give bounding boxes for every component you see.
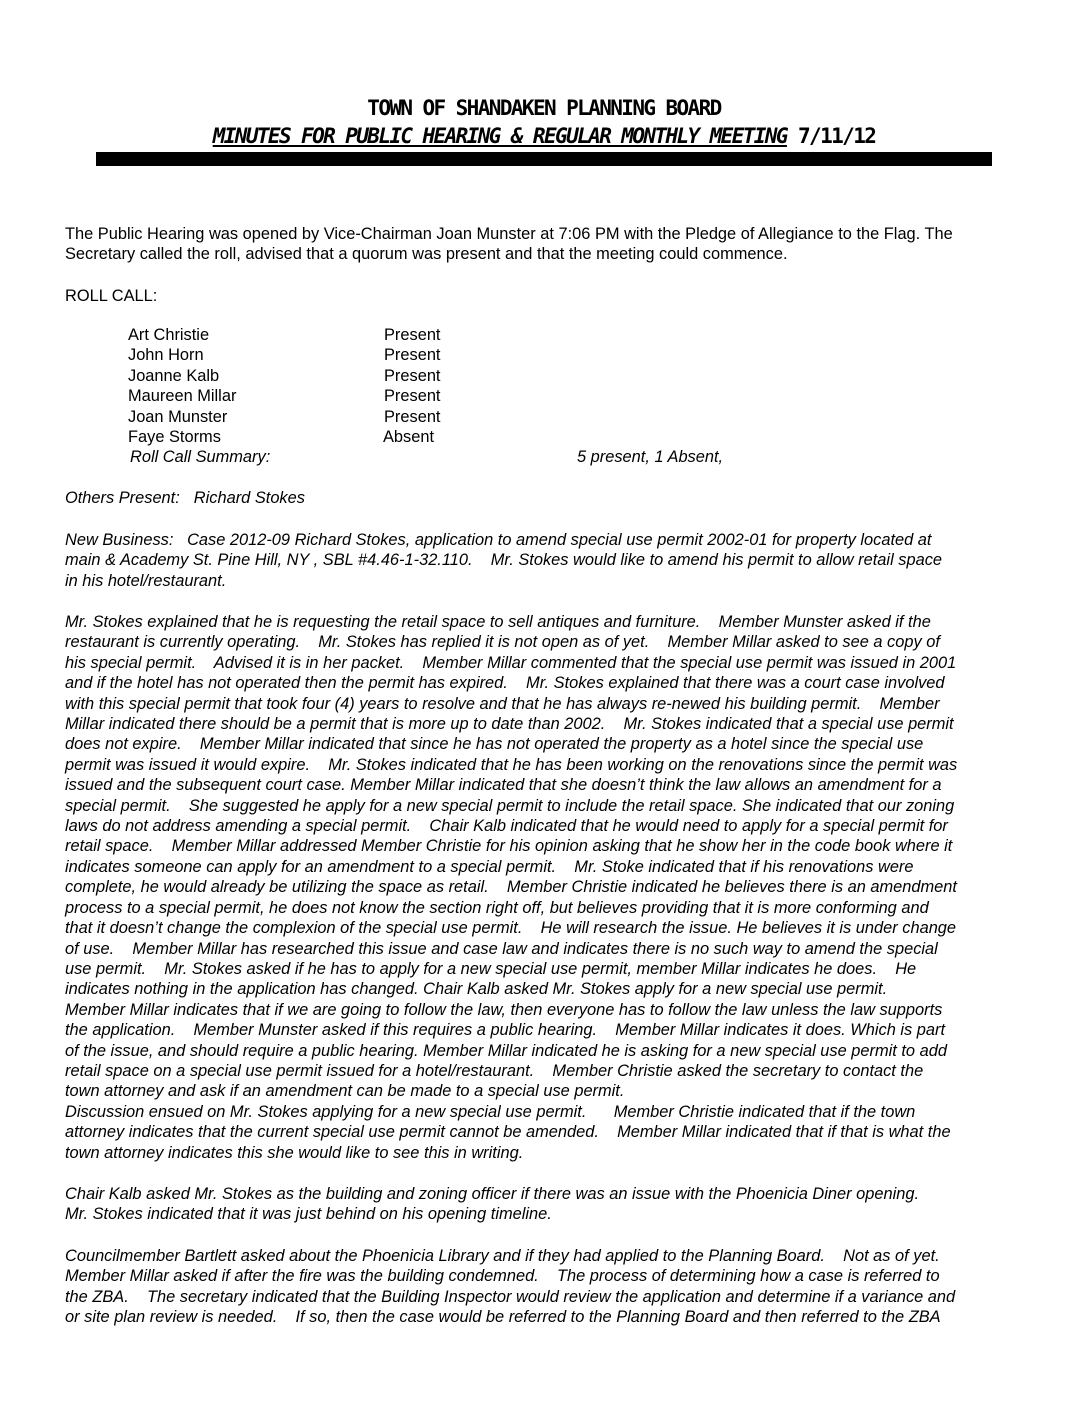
new-business-paragraph: [65, 530, 1030, 591]
member-name: Faye Storms: [128, 427, 221, 446]
text-line: Member Millar indicates that if we are going to follow the law, then everyone has to follow the law unless the law supports: [65, 1000, 943, 1019]
text-line: attorney indicates that the current special use permit cannot be amended. Member Millar indicated that if that is what the: [65, 1123, 951, 1142]
text-line: Millar indicated there should be a permit that is more up to date than 2002. Mr. Stokes indicated that a special use permit: [65, 715, 954, 734]
text-line: New Business: Case 2012-09 Richard Stokes, application to amend special use permit 2002-01 for property located at: [65, 531, 932, 549]
others-present-label: Others Present:: [65, 489, 180, 507]
text-line: Mr. Stokes indicated that it was just behind on his opening timeline.: [65, 1205, 552, 1224]
member-status: Present: [384, 346, 441, 365]
text-line: with this special permit that took four (4) years to resolve and that he has always re-newed his building permit. Member: [65, 694, 940, 713]
member-name: Art Christie: [128, 326, 210, 344]
roll-call-summary: [128, 447, 748, 467]
others-present: [65, 488, 1030, 508]
roll-call-row: [128, 345, 748, 365]
text-line: complete, he would already be utilizing the space as retail. Member Christie indicated he believes there is an amendment: [65, 878, 957, 897]
member-status: Present: [384, 326, 441, 344]
roll-call-heading: ROLL CALL:: [65, 287, 158, 305]
text-line: town attorney indicates this she would like to see this in writing.: [65, 1143, 524, 1162]
document-title: TOWN OF SHANDAKEN PLANNING BOARD: [367, 96, 721, 120]
text-line: town attorney and ask if an amendment can be made to a special use permit.: [65, 1082, 625, 1101]
member-name: Joan Munster: [128, 407, 228, 426]
others-present-value: Richard Stokes: [193, 489, 305, 507]
document-subtitle: [0, 124, 1088, 148]
text-line: Mr. Stokes explained that he is requesting the retail space to sell antiques and furniture. Member Munster asked if the: [65, 613, 931, 631]
text-line: use permit. Mr. Stokes asked if he has to apply for a new special use permit, member Millar indicates he does. He: [65, 959, 917, 978]
text-line: retail space on a special use permit issued for a hotel/restaurant. Member Christie asked the secretary to contact the: [65, 1061, 924, 1080]
text-line: Member Millar asked if after the fire was the building condemned. The process of determining how a case is referred to: [65, 1267, 940, 1286]
text-line: or site plan review is needed. If so, then the case would be referred to the Planning Board and then referred to the ZBA: [65, 1308, 941, 1327]
member-name: Joanne Kalb: [128, 366, 220, 385]
text-line: of the issue, and should require a public hearing. Member Millar indicated he is asking for a new special use permit to add: [65, 1041, 947, 1060]
meeting-type: MINUTES FOR PUBLIC HEARING & REGULAR MONTHLY MEETING: [212, 124, 787, 148]
roll-call-row: [128, 427, 748, 447]
text-line: in his hotel/restaurant.: [65, 571, 227, 590]
summary-value: 5 present, 1 Absent,: [577, 448, 724, 467]
text-line: Chair Kalb asked Mr. Stokes as the building and zoning officer if there was an issue with the Phoenicia Diner opening.: [65, 1185, 920, 1203]
text-line: laws do not address amending a special permit. Chair Kalb indicated that he would need to apply for a special permit for: [65, 817, 948, 836]
text-line: his special permit. Advised it is in her packet. Member Millar commented that the special use permit was issued in 2001: [65, 653, 957, 672]
roll-call-row: [128, 386, 748, 406]
text-line: the ZBA. The secretary indicated that the Building Inspector would review the application and determine if a variance and: [65, 1287, 956, 1306]
member-status: Absent: [383, 427, 435, 446]
member-name: Maureen Millar: [128, 387, 237, 406]
text-line: of use. Member Millar has researched this issue and case law and indicates there is no such way to amend the special: [65, 939, 938, 958]
text-line: The Public Hearing was opened by Vice-Chairman Joan Munster at 7:06 PM with the Pledge of Allegiance to the Flag. The: [65, 225, 953, 243]
text-line: retail space. Member Millar addressed Member Christie for his opinion asking that he show her in the code book where it: [65, 837, 953, 856]
summary-label: Roll Call Summary:: [130, 448, 271, 467]
text-line: issued and the subsequent court case. Member Millar indicated that she doesn’t think the law allows an amendment for a: [65, 776, 942, 795]
text-line: Discussion ensued on Mr. Stokes applying for a new special use permit. Member Christie indicated that if the town: [65, 1102, 916, 1121]
member-status: Present: [384, 407, 441, 426]
text-line: Secretary called the roll, advised that a quorum was present and that the meeting could commence.: [65, 245, 788, 264]
text-line: restaurant is currently operating. Mr. Stokes has replied it is not open as of yet. Member Millar asked to see a copy of: [65, 633, 940, 652]
library-paragraph: [65, 1246, 1030, 1328]
roll-call-row: [128, 325, 748, 345]
diner-paragraph: [65, 1184, 1030, 1225]
text-line: permit was issued it would expire. Mr. Stokes indicated that he has been working on the renovations since the permit was: [65, 755, 958, 774]
text-line: main & Academy St. Pine Hill, NY , SBL #4.46-1-32.110. Mr. Stokes would like to amend his permit to allow retail space: [65, 551, 943, 570]
member-name: John Horn: [128, 346, 204, 365]
text-line: does not expire. Member Millar indicated that since he has not operated the property as a hotel since the special use: [65, 735, 924, 754]
text-line: indicates nothing in the application has changed. Chair Kalb asked Mr. Stokes apply for a new special use permit.: [65, 980, 888, 999]
member-status: Present: [384, 366, 441, 385]
text-line: Councilmember Bartlett asked about the Phoenicia Library and if they had applied to the Planning Board. Not as of yet.: [65, 1247, 940, 1265]
discussion-paragraph: [65, 612, 1030, 1163]
header-rule: [96, 152, 992, 166]
text-line: that it doesn’t change the complexion of the special use permit. He will research the issue. He believes it is under change: [65, 919, 957, 938]
text-line: and if the hotel has not operated then the permit has expired. Mr. Stokes explained that there was a court case involved: [65, 674, 945, 693]
text-line: the application. Member Munster asked if this requires a public hearing. Member Millar indicates it does. Which is part: [65, 1021, 946, 1040]
member-status: Present: [384, 387, 441, 406]
roll-call-row: [128, 366, 748, 386]
meeting-date: 7/11/12: [797, 124, 876, 148]
roll-call-row: [128, 407, 748, 427]
text-line: indicates someone can apply for an amendment to a special permit. Mr. Stoke indicated that if his renovations were: [65, 857, 914, 876]
text-line: special permit. She suggested he apply for a new special permit to include the retail space. She indicated that our zoning: [65, 796, 955, 815]
text-line: process to a special permit, he does not know the section right off, but believes providing that it is more conforming and: [65, 898, 929, 917]
opening-paragraph: [65, 224, 1030, 265]
roll-call-list: [128, 325, 748, 468]
